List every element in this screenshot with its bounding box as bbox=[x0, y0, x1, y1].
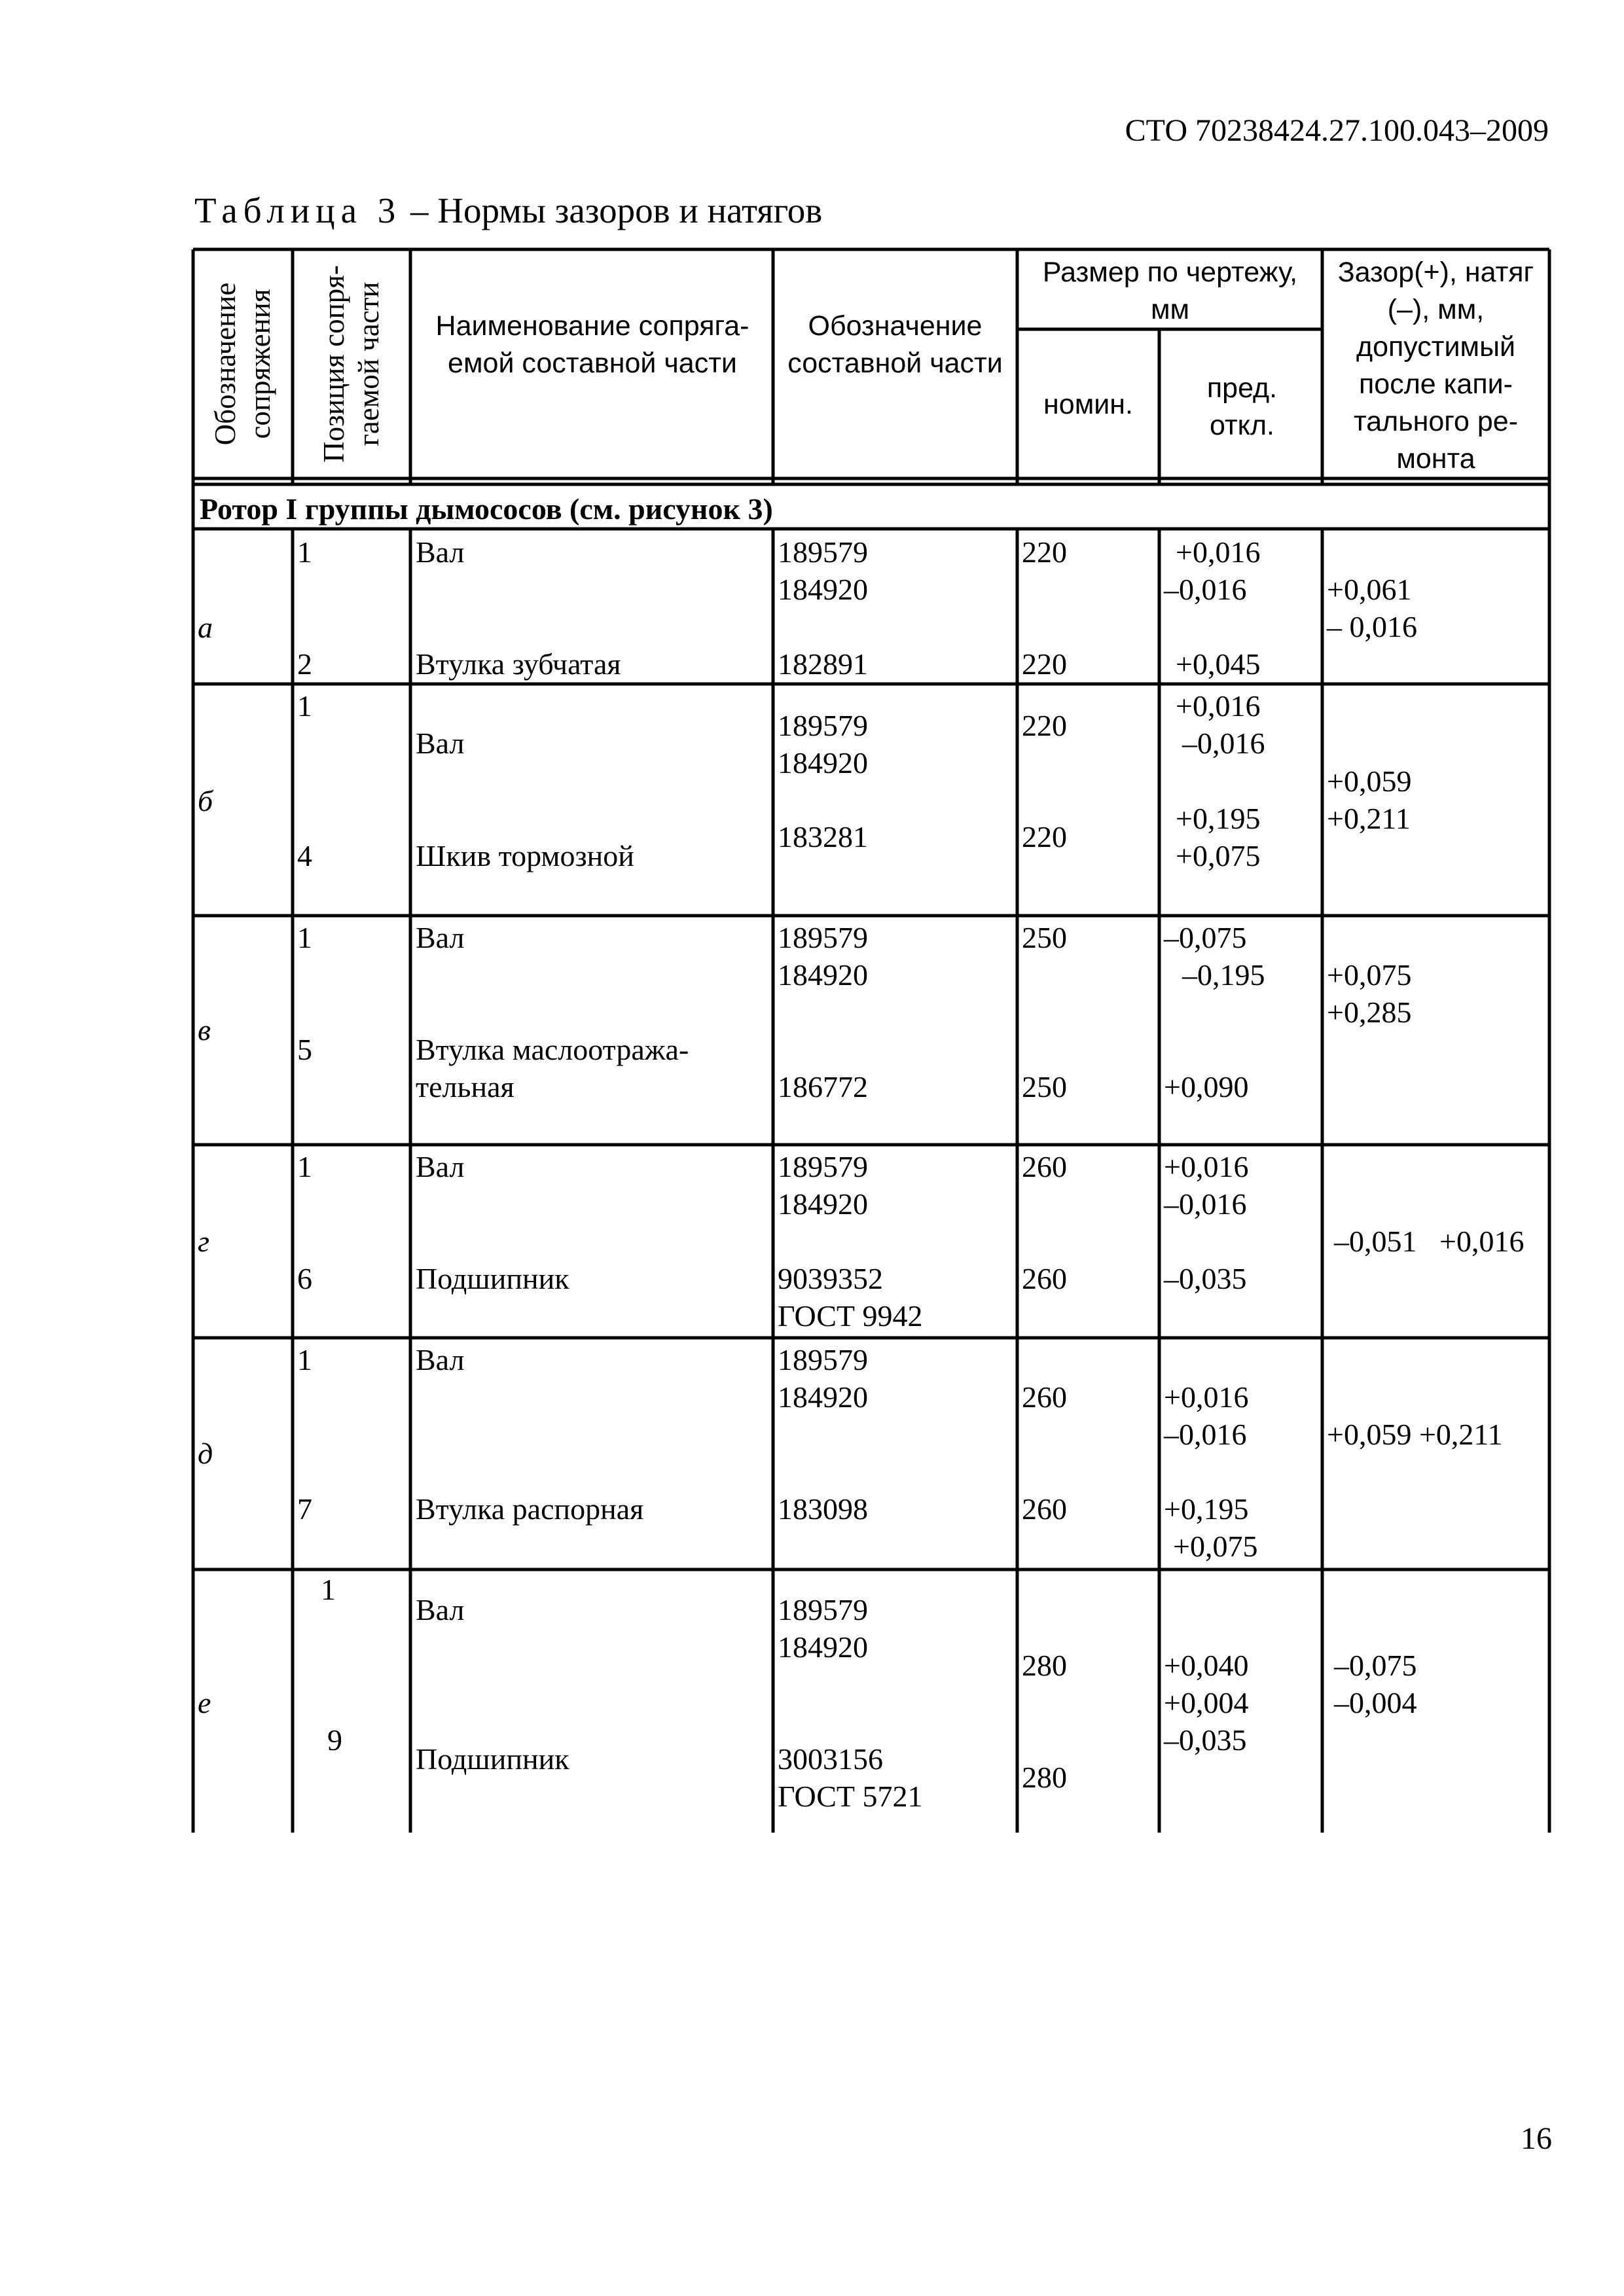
clearance-cell: –0,004 bbox=[1334, 1686, 1417, 1719]
document-code: СТО 70238424.27.100.043–2009 bbox=[1125, 113, 1549, 148]
position-cell: 1 bbox=[321, 1573, 336, 1606]
position-cell: 6 bbox=[297, 1262, 312, 1295]
part-name-cell: Вал bbox=[416, 1343, 465, 1376]
part-name-cell: тельная bbox=[416, 1070, 514, 1103]
deviation-cell: +0,016 bbox=[1176, 689, 1261, 723]
nominal-cell: 250 bbox=[1022, 921, 1067, 954]
part-code-cell: 184920 bbox=[778, 1630, 868, 1664]
clearance-cell: –0,075 bbox=[1334, 1649, 1417, 1682]
part-code-cell: 9039352 bbox=[778, 1262, 883, 1295]
part-code-cell: 184920 bbox=[778, 958, 868, 992]
part-code-cell: 182891 bbox=[778, 647, 868, 681]
part-code-cell: 189579 bbox=[778, 535, 868, 569]
mating-label-a: а bbox=[198, 611, 213, 644]
part-code-cell: 189579 bbox=[778, 1343, 868, 1376]
deviation-cell: –0,016 bbox=[1164, 1418, 1247, 1451]
part-code-cell: 184920 bbox=[778, 746, 868, 780]
part-name-cell: Вал bbox=[416, 1593, 465, 1626]
nominal-cell: 260 bbox=[1022, 1492, 1067, 1526]
deviation-cell: +0,075 bbox=[1173, 1530, 1258, 1563]
deviation-cell: –0,016 bbox=[1182, 726, 1265, 760]
header-clearance: Зазор(+), натяг (–), мм, допустимый после капи-тального ре-монта bbox=[1337, 257, 1534, 475]
header-size-group: Размер по чертежу, мм bbox=[1042, 257, 1298, 325]
deviation-cell: +0,004 bbox=[1164, 1686, 1249, 1719]
header-part-code: Обозначение составной части bbox=[787, 310, 1003, 379]
nominal-cell: 220 bbox=[1022, 647, 1067, 681]
clearance-cell: +0,061 bbox=[1327, 573, 1412, 606]
position-cell: 1 bbox=[297, 689, 312, 723]
mating-label-v: в bbox=[198, 1013, 211, 1047]
clearance-cell: +0,059 bbox=[1327, 764, 1412, 798]
part-code-cell: ГОСТ 5721 bbox=[778, 1780, 923, 1813]
table-caption-number: Таблица 3 bbox=[194, 190, 402, 230]
part-code-cell: 184920 bbox=[778, 573, 868, 606]
mating-label-g: г bbox=[198, 1225, 209, 1258]
header-nominal: номин. bbox=[1043, 389, 1133, 420]
deviation-cell: –0,016 bbox=[1164, 573, 1247, 606]
deviation-cell: +0,040 bbox=[1164, 1649, 1249, 1682]
mating-label-e: е bbox=[198, 1686, 211, 1719]
clearance-cell: +0,075 bbox=[1327, 958, 1412, 992]
header-mating-designation: Обозначение сопряжения bbox=[209, 282, 276, 446]
nominal-cell: 220 bbox=[1022, 709, 1067, 742]
part-name-cell: Вал bbox=[416, 921, 465, 954]
deviation-cell: –0,035 bbox=[1164, 1723, 1247, 1757]
part-code-cell: 189579 bbox=[778, 709, 868, 742]
nominal-cell: 260 bbox=[1022, 1262, 1067, 1295]
part-code-cell: 184920 bbox=[778, 1380, 868, 1414]
part-code-cell: 186772 bbox=[778, 1070, 868, 1103]
part-name-cell: Вал bbox=[416, 1150, 465, 1183]
mating-label-b: б bbox=[198, 784, 213, 817]
position-cell: 7 bbox=[297, 1492, 312, 1526]
deviation-cell: +0,090 bbox=[1164, 1070, 1249, 1103]
deviation-cell: +0,016 bbox=[1164, 1150, 1249, 1183]
clearance-cell: +0,211 bbox=[1327, 802, 1411, 835]
header-part-name: Наименование сопряга-емой составной части bbox=[435, 310, 749, 379]
position-cell: 1 bbox=[297, 1343, 312, 1376]
part-name-cell: Вал bbox=[416, 535, 465, 569]
nominal-cell: 280 bbox=[1022, 1761, 1067, 1794]
clearance-cell: –0,051 +0,016 bbox=[1334, 1225, 1525, 1258]
page-number: 16 bbox=[1521, 2121, 1552, 2156]
part-code-cell: 189579 bbox=[778, 921, 868, 954]
part-name-cell: Втулка зубчатая bbox=[416, 647, 621, 681]
table-caption-title: – Нормы зазоров и натягов bbox=[401, 190, 823, 230]
clearance-cell: – 0,016 bbox=[1327, 610, 1417, 643]
position-cell: 2 bbox=[297, 647, 312, 681]
nominal-cell: 220 bbox=[1022, 535, 1067, 569]
part-code-cell: 183098 bbox=[778, 1492, 868, 1526]
part-code-cell: 184920 bbox=[778, 1187, 868, 1221]
nominal-cell: 220 bbox=[1022, 820, 1067, 853]
deviation-cell: +0,016 bbox=[1176, 535, 1261, 569]
part-name-cell: Шкив тормозной bbox=[416, 839, 634, 872]
position-cell: 1 bbox=[297, 1150, 312, 1183]
deviation-cell: +0,075 bbox=[1176, 839, 1261, 872]
deviation-cell: +0,195 bbox=[1164, 1492, 1249, 1526]
deviation-cell: +0,045 bbox=[1176, 647, 1261, 681]
nominal-cell: 260 bbox=[1022, 1150, 1067, 1183]
part-code-cell: 3003156 bbox=[778, 1742, 883, 1776]
part-name-cell: Втулка распорная bbox=[416, 1492, 644, 1526]
deviation-cell: +0,016 bbox=[1164, 1380, 1249, 1414]
part-name-cell: Подшипник bbox=[416, 1742, 569, 1776]
deviation-cell: –0,075 bbox=[1164, 921, 1247, 954]
mating-label-d: д bbox=[198, 1437, 213, 1470]
part-name-cell: Втулка маслоотража- bbox=[416, 1033, 689, 1066]
section-title: Ротор I группы дымососов (см. рисунок 3) bbox=[200, 492, 773, 526]
part-code-cell: 189579 bbox=[778, 1150, 868, 1183]
part-name-cell: Вал bbox=[416, 726, 465, 760]
part-code-cell: 189579 bbox=[778, 1593, 868, 1626]
part-name-cell: Подшипник bbox=[416, 1262, 569, 1295]
deviation-cell: –0,016 bbox=[1164, 1187, 1247, 1221]
nominal-cell: 260 bbox=[1022, 1380, 1067, 1414]
deviation-cell: –0,195 bbox=[1182, 958, 1265, 992]
part-code-cell: 183281 bbox=[778, 820, 868, 853]
clearance-cell: +0,285 bbox=[1327, 996, 1412, 1029]
position-cell: 1 bbox=[297, 535, 312, 569]
position-cell: 9 bbox=[327, 1723, 342, 1757]
position-cell: 4 bbox=[297, 839, 312, 872]
deviation-cell: +0,195 bbox=[1176, 802, 1261, 835]
position-cell: 5 bbox=[297, 1033, 312, 1066]
nominal-cell: 280 bbox=[1022, 1649, 1067, 1682]
clearance-cell: +0,059 +0,211 bbox=[1327, 1418, 1503, 1451]
nominal-cell: 250 bbox=[1022, 1070, 1067, 1103]
part-code-cell: ГОСТ 9942 bbox=[778, 1299, 923, 1333]
header-position: Позиция сопря-гаемой части bbox=[317, 265, 385, 463]
header-deviation: пред. откл. bbox=[1206, 372, 1278, 441]
deviation-cell: –0,035 bbox=[1164, 1262, 1247, 1295]
position-cell: 1 bbox=[297, 921, 312, 954]
